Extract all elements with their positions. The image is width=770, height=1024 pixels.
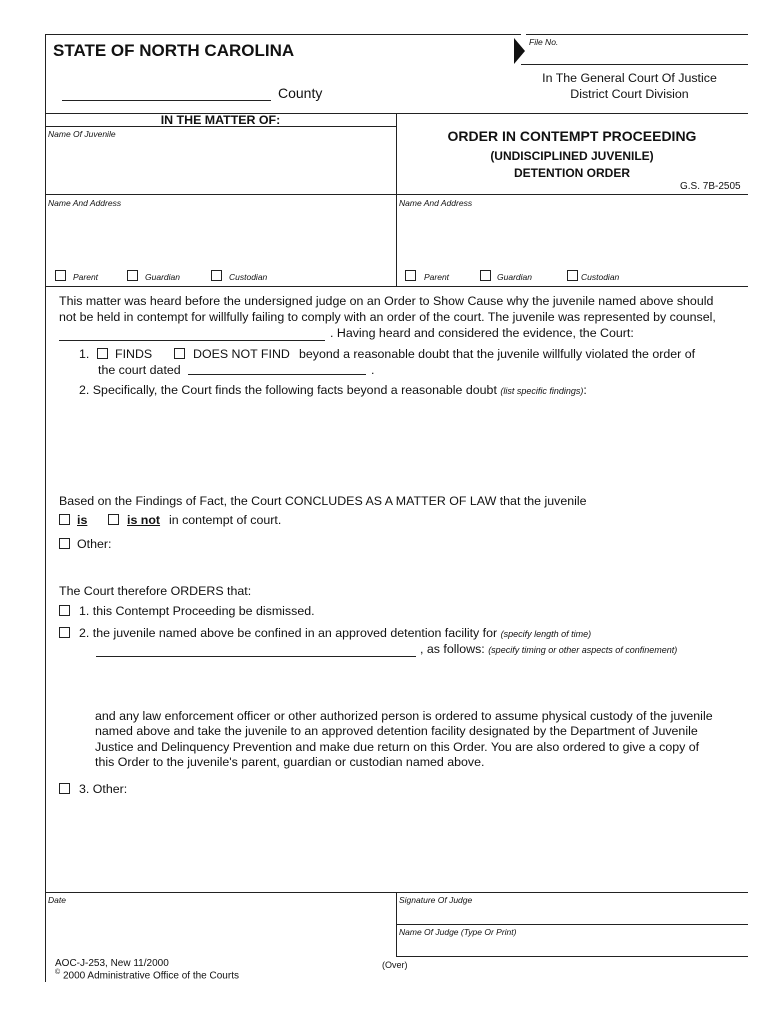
signature-label: Signature Of Judge	[399, 895, 473, 905]
name-address-top-line	[45, 194, 748, 195]
right-guardian-label: Guardian	[497, 272, 532, 282]
court-line-2: District Court Division	[570, 87, 689, 101]
name-of-juvenile-label: Name Of Juvenile	[48, 129, 116, 139]
item1-number: 1.	[79, 347, 90, 361]
signature-line	[396, 924, 748, 925]
order3-checkbox[interactable]	[59, 783, 70, 794]
name-address-bottom-line	[45, 286, 748, 287]
statute-ref: G.S. 7B-2505	[680, 181, 741, 192]
name-address-right-label: Name And Address	[399, 198, 473, 208]
county-field[interactable]	[62, 100, 271, 101]
is-not-checkbox[interactable]	[108, 514, 119, 525]
file-no-marker-icon	[514, 38, 526, 64]
intro-line-2: not be held in contempt for willfully failing to comply with an order of the court. The juvenile was represented by counsel,	[59, 310, 716, 324]
right-custodian-label: Custodian	[581, 272, 620, 282]
finds-checkbox[interactable]	[97, 348, 108, 359]
does-not-find-checkbox[interactable]	[174, 348, 185, 359]
court-line-1: In The General Court Of Justice	[542, 71, 717, 85]
item1-rest: beyond a reasonable doubt that the juvenile willfully violated the order of	[299, 347, 696, 361]
order-title: ORDER IN CONTEMPT PROCEEDING	[447, 128, 697, 144]
is-not-label: is not	[127, 513, 161, 527]
counsel-field[interactable]	[59, 340, 325, 341]
court-dated-field[interactable]	[188, 374, 366, 375]
form-number: AOC-J-253, New 11/2000	[55, 958, 169, 969]
file-no-top-border	[526, 34, 748, 35]
orders-heading: The Court therefore ORDERS that:	[59, 584, 252, 598]
order2-follows: , as follows: (specify timing or other aspects of confinement)	[420, 642, 678, 656]
court-dated-label: the court dated	[98, 363, 181, 377]
item1-period: .	[371, 363, 375, 377]
right-custodian-checkbox[interactable]	[567, 270, 578, 281]
left-parent-checkbox[interactable]	[55, 270, 66, 281]
is-checkbox[interactable]	[59, 514, 70, 525]
custody-line-4: this Order to the juvenile's parent, guardian or custodian named above.	[95, 755, 485, 769]
custody-line-2: named above and take the juvenile to an approved detention facility designated by the Department of Juvenile	[95, 724, 698, 738]
order2-text: 2. the juvenile named above be confined in an approved detention facility for (specify length of time)	[79, 626, 592, 640]
right-parent-label: Parent	[424, 272, 450, 282]
state-title: STATE OF NORTH CAROLINA	[53, 41, 295, 60]
other-conclusion-label: Other:	[77, 537, 112, 551]
right-parent-checkbox[interactable]	[405, 270, 416, 281]
left-custodian-checkbox[interactable]	[211, 270, 222, 281]
order-subtitle-2: DETENTION ORDER	[513, 166, 630, 180]
matter-heading: IN THE MATTER OF:	[160, 113, 281, 127]
county-label: County	[278, 85, 323, 101]
intro-line-3: . Having heard and considered the evidence, the Court:	[330, 326, 634, 340]
order1-text: 1. this Contempt Proceeding be dismissed.	[79, 604, 315, 618]
left-guardian-label: Guardian	[145, 272, 180, 282]
top-border	[45, 34, 521, 35]
left-custodian-label: Custodian	[229, 272, 268, 282]
custody-line-3: Justice and Delinquency Prevention and make due return on this Order. You are also ordered to give a copy of	[95, 740, 700, 754]
file-no-bottom-border	[521, 64, 748, 65]
order2-checkbox[interactable]	[59, 627, 70, 638]
custody-line-1: and any law enforcement officer or other authorized person is ordered to assume physical custody of the juvenile	[95, 709, 713, 723]
left-border	[45, 34, 46, 982]
copyright: © 2000 Administrative Office of the Courts	[55, 969, 239, 982]
order1-checkbox[interactable]	[59, 605, 70, 616]
right-guardian-checkbox[interactable]	[480, 270, 491, 281]
name-address-left-label: Name And Address	[48, 198, 122, 208]
length-of-time-field[interactable]	[96, 656, 416, 657]
date-label: Date	[48, 895, 66, 905]
judge-name-line	[396, 956, 748, 957]
conclusion-text: Based on the Findings of Fact, the Court CONCLUDES AS A MATTER OF LAW that the juvenile	[59, 494, 587, 508]
file-no-label: File No.	[529, 37, 559, 47]
judge-name-label: Name Of Judge (Type Or Print)	[399, 927, 517, 937]
contempt-text: in contempt of court.	[169, 513, 282, 527]
order-subtitle-1: (UNDISCIPLINED JUVENILE)	[490, 149, 654, 163]
item2-text: 2. Specifically, the Court finds the following facts beyond a reasonable doubt (list specific findings):	[79, 383, 587, 397]
other-conclusion-checkbox[interactable]	[59, 538, 70, 549]
does-not-find-label: DOES NOT FIND	[193, 347, 290, 361]
intro-line-1: This matter was heard before the undersigned judge on an Order to Show Cause why the juvenile named above should	[59, 294, 714, 308]
left-guardian-checkbox[interactable]	[127, 270, 138, 281]
over-label: (Over)	[382, 960, 408, 970]
is-label: is	[77, 513, 88, 527]
order3-text: 3. Other:	[79, 782, 128, 796]
left-parent-label: Parent	[73, 272, 99, 282]
finds-label: FINDS	[115, 347, 153, 361]
